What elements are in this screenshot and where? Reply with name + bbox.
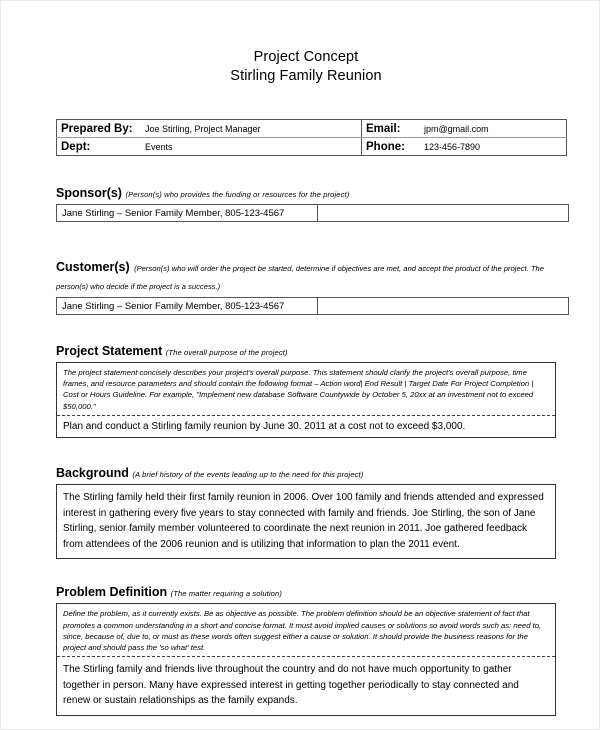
customers-table xyxy=(56,297,569,315)
problem-definition-box xyxy=(56,603,556,715)
table-row xyxy=(57,298,569,315)
background-content: The Stirling family held their first family reunion in 2006. Over 100 family and friends attended and expressed interest in gathering every five years to stay connected with family and friends. Joe Stirling, the son of Jane Stirling, senior family member volunteered to coordinate the next reunion in 2011. Joe gathered feedback from attendees of the 2006 reunion and is utilizing that information to plan the 2011 event. xyxy=(63,492,544,550)
table-row xyxy=(57,138,567,156)
sponsors-heading-row xyxy=(56,186,556,202)
project-statement-content: Plan and conduct a Stirling family reunion by June 30. 2011 at a cost not to exceed $3,000. xyxy=(63,420,466,432)
background-box xyxy=(56,484,556,559)
phone-cell xyxy=(362,138,567,156)
customers-heading-row xyxy=(56,258,556,294)
section-problem-definition xyxy=(56,585,556,715)
background-hint: (A brief history of the events leading up to the need for this project) xyxy=(132,470,364,480)
section-project-statement xyxy=(56,344,556,438)
customer-entry-blank xyxy=(318,298,569,315)
sponsors-heading: Sponsor(s) xyxy=(56,186,122,200)
dept-label: Dept: xyxy=(61,140,91,153)
sponsors-hint: (Person(s) who provides the funding or resources for the project) xyxy=(125,190,350,199)
sponsors-table xyxy=(56,204,569,222)
title-line-1: Project Concept xyxy=(253,49,359,65)
prepared-by-cell xyxy=(57,120,362,138)
table-row xyxy=(57,120,567,138)
title-line-2: Stirling Family Reunion xyxy=(230,68,382,84)
section-customers xyxy=(56,258,556,315)
section-sponsors xyxy=(56,186,556,222)
project-statement-heading: Project Statement xyxy=(56,344,163,358)
header-info-table xyxy=(56,119,567,156)
email-value: jpm@gmail.com xyxy=(424,123,489,134)
problem-definition-guide: Define the problem, as it currently exists. Be as objective as possible. The problem definition should be an objective statement of fact that promotes a common understanding in a short and concise format. It must avoid implied causes or solutions so avoid words such as: need to, since, because of, due to, or must as these words often suggest either a cause or solution. It should provide the business reasons for the project and should pass the 'so what' test. xyxy=(57,604,555,657)
project-statement-box xyxy=(56,362,556,438)
document-sheet xyxy=(56,1,556,716)
problem-definition-content: The Stirling family and friends live throughout the country and do not have much opportunity to gather together in person. Many have expressed interest in getting together periodically to stay connected and renew or sustain relationships as the family expands. xyxy=(63,664,519,707)
project-statement-hint: (The overall purpose of the project) xyxy=(165,348,288,357)
table-row xyxy=(57,205,569,222)
email-cell xyxy=(362,120,567,138)
problem-definition-heading-row xyxy=(56,585,556,601)
prepared-by-label: Prepared By: xyxy=(61,122,133,135)
prepared-by-value: Joe Stirling, Project Manager xyxy=(145,123,261,134)
email-label: Email: xyxy=(366,122,401,135)
project-statement-guide: The project statement concisely describes your project's overall purpose. This statement should clarify the project's overall purpose, time frames, and resource parameters and should contain the following format – Action word| End Result | Target Date For Project Completion | Cost or Hours Guideline. For example, "Implement new database Software Countywide by October 5, 20xx at an investment not to exceed $50,000." xyxy=(57,363,555,416)
customer-entry: Jane Stirling – Senior Family Member, 805-123-4567 xyxy=(57,298,318,315)
phone-value: 123-456-7890 xyxy=(424,141,481,152)
phone-label: Phone: xyxy=(366,140,405,153)
problem-definition-hint: (The matter requiring a solution) xyxy=(170,589,282,599)
background-heading: Background xyxy=(56,466,129,481)
section-background xyxy=(56,466,556,559)
customers-heading: Customer(s) xyxy=(56,260,130,274)
background-heading-row xyxy=(56,466,556,482)
sponsor-entry-blank xyxy=(318,205,569,222)
dept-cell xyxy=(57,138,362,156)
page-title xyxy=(56,48,556,86)
project-statement-heading-row xyxy=(56,344,556,360)
sponsor-entry: Jane Stirling – Senior Family Member, 805-123-4567 xyxy=(57,205,318,222)
customers-hint: (Person(s) who will order the project be started, determine if objectives are met, and accept the product of the project. The person(s) who decide if the project is a success.) xyxy=(56,264,544,291)
problem-definition-heading: Problem Definition xyxy=(56,585,168,600)
dept-value: Events xyxy=(145,141,173,152)
